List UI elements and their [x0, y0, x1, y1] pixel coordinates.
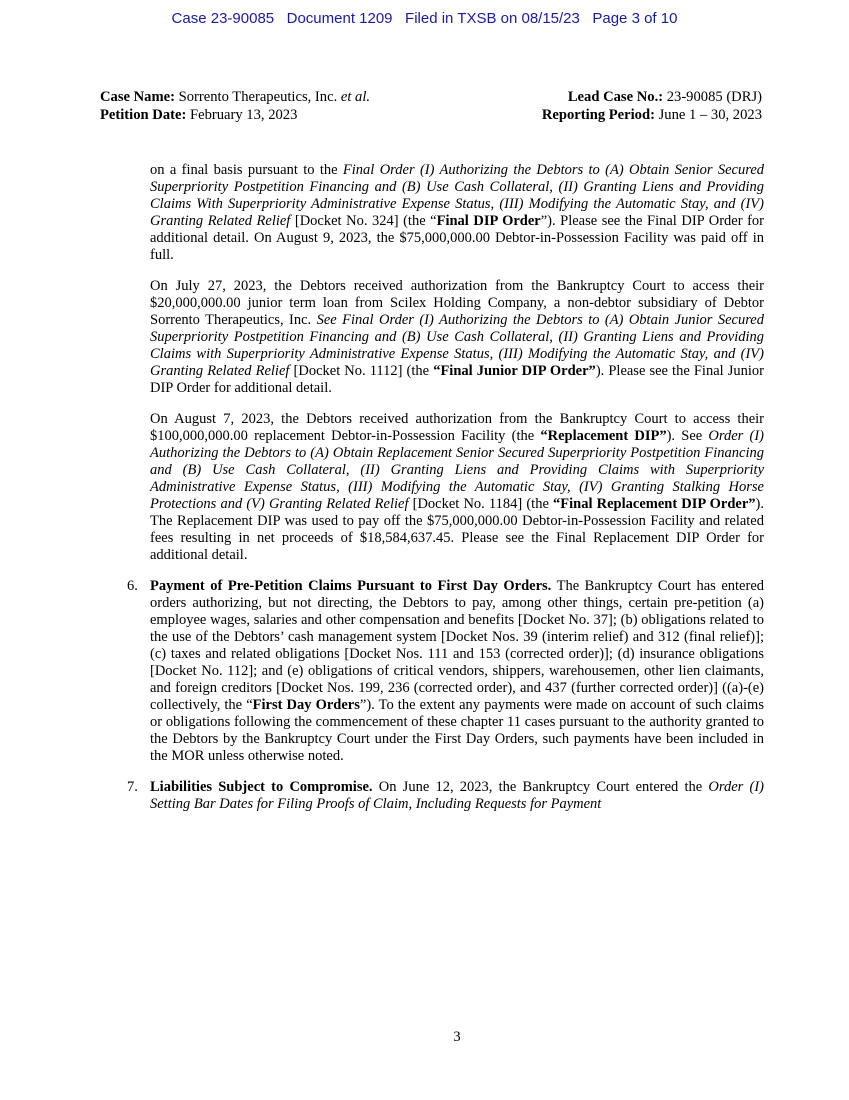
- court-stamp-header: Case 23-90085 Document 1209 Filed in TXSB on 08/15/23 Page 3 of 10: [171, 10, 678, 27]
- document-body: [127, 162, 765, 813]
- paragraph-final-dip-order: on a final basis pursuant to the Final Order (I) Authorizing the Debtors to (A) Obtain Senior Secured Superpriority Postpetition Financing and (B) Use Cash Collateral, (II) Granting Liens and Providing Claims With Superpriority Administrative Expense Status, (III) Modifying the Automatic Stay, and (IV) Granting Related Relief [Docket No. 324] (the “Final DIP Order”). Please see the Final DIP Order for additional detail. On August 9, 2023, the $75,000,000.00 Debtor-in-Possession Facility was paid off in full.: [150, 162, 764, 263]
- case-info-left: [100, 89, 370, 124]
- item-6-text: Payment of Pre-Petition Claims Pursuant to First Day Orders. The Bankruptcy Court has entered orders authorizing, but not directing, the Debtors to pay, among other things, certain pre-petition (a) employee wages, salaries and other compensation and benefits [Docket No. 37]; (b) obligations related to the use of the Debtors’ cash management system [Docket Nos. 39 (interim relief) and 312 (final relief)]; (c) taxes and related obligations [Docket Nos. 111 and 153 (corrected order)]; (d) insurance obligations [Docket No. 112]; and (e) obligations of critical vendors, shippers, warehousemen, other lien claimants, and foreign creditors [Docket Nos. 199, 236 (corrected order), and 437 (further corrected order)] ((a)-(e) collectively, the “First Day Orders”). To the extent any payments were made on account of such claims or obligations following the commencement of these chapter 11 cases pursuant to the authority granted to the Debtors by the Bankruptcy Court under the First Day Orders, such payments have been included in the MOR unless otherwise noted.: [150, 578, 764, 764]
- paragraph-replacement-dip-order: On August 7, 2023, the Debtors received authorization from the Bankruptcy Court to access their $100,000,000.00 replacement Debtor-in-Possession Facility (the “Replacement DIP”). See Order (I) Authorizing the Debtors to (A) Obtain Replacement Senior Secured Superpriority Postpetition Financing and (B) Use Cash Collateral, (II) Granting Liens and Providing Claims with Superpriority Administrative Expense Status, (III) Modifying the Automatic Stay, (IV) Granting Stalking Horse Protections and (V) Granting Related Relief [Docket No. 1184] (the “Final Replacement DIP Order”). The Replacement DIP was used to pay off the $75,000,000.00 Debtor-in-Possession Facility and related fees resulting in net proceeds of $18,584,637.45. Please see the Final Replacement DIP Order for additional detail.: [150, 411, 765, 563]
- item-7-number: 7.: [127, 779, 138, 795]
- reporting-period-line: Reporting Period: June 1 – 30, 2023: [541, 106, 762, 123]
- numbered-item-6: [127, 578, 764, 765]
- item-6-number: 6.: [127, 578, 138, 594]
- case-info-block: [100, 89, 762, 124]
- paragraph-junior-dip-order: On July 27, 2023, the Debtors received authorization from the Bankruptcy Court to access their $20,000,000.00 junior term loan from Scilex Holding Company, a non-debtor subsidiary of Debtor Sorrento Therapeutics, Inc. See Final Order (I) Authorizing the Debtors to (A) Obtain Junior Secured Superpriority Postpetition Financing and (B) Use Cash Collateral, (II) Granting Liens and Providing Claims with Superpriority Administrative Expense Status, (III) Modifying the Automatic Stay, and (IV) Granting Related Relief [Docket No. 1112] (the “Final Junior DIP Order”). Please see the Final Junior DIP Order for additional detail.: [150, 278, 764, 396]
- petition-date-line: Petition Date: February 13, 2023: [100, 106, 298, 123]
- item-7-text: Liabilities Subject to Compromise. On June 12, 2023, the Bankruptcy Court entered the Order (I) Setting Bar Dates for Filing Proofs of Claim, Including Requests for Payment: [150, 779, 764, 812]
- case-info-right: [542, 89, 762, 124]
- case-name-line: Case Name: Sorrento Therapeutics, Inc. et al.: [100, 89, 371, 105]
- lead-case-number-line: Lead Case No.: 23-90085 (DRJ): [567, 89, 762, 105]
- numbered-item-7: [127, 779, 764, 813]
- page-number: 3: [453, 1029, 461, 1045]
